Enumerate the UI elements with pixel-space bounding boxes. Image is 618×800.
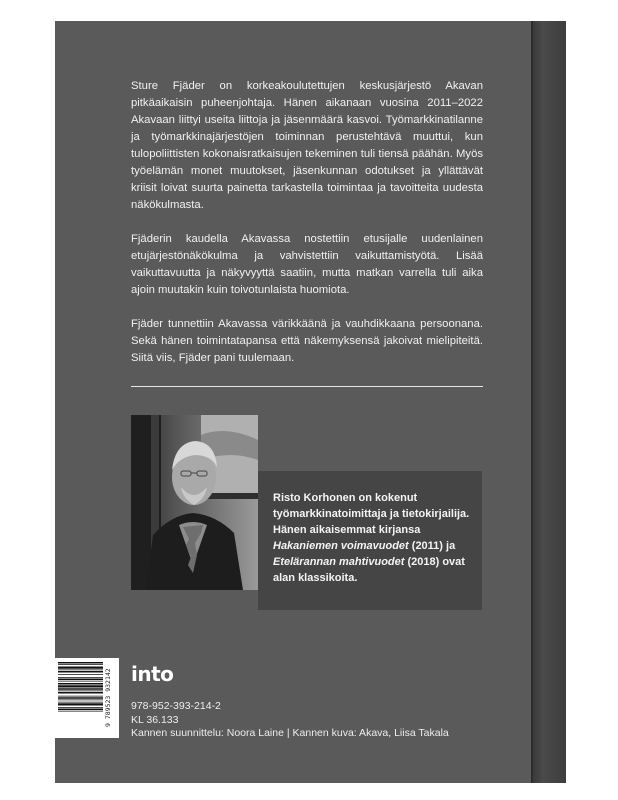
barcode-bar [58, 674, 103, 675]
barcode-bar [58, 683, 103, 685]
barcode-bar [58, 691, 103, 692]
barcode-bar [58, 702, 103, 703]
barcode-bar [58, 700, 103, 701]
author-book-title-1: Hakaniemen voimavuodet [273, 540, 409, 552]
publication-info [131, 700, 449, 741]
isbn-number: 978-952-393-214-2 [131, 700, 221, 712]
author-book-title-2: Etelärannan mahtivuodet [273, 556, 405, 568]
author-bio-text-2: (2011) ja [408, 540, 456, 552]
blurb-text [131, 78, 483, 384]
isbn-barcode [58, 661, 103, 735]
author-portrait-image [131, 415, 258, 590]
barcode-bar [58, 667, 103, 669]
author-bio-text-1: Risto Korhonen on kokenut työmarkkinatoimittaja ja tietokirjailija. Hänen aikaisemmat kirjansa [273, 492, 470, 536]
barcode-bar [58, 696, 103, 697]
barcode-bar [58, 679, 103, 681]
barcode-bar [58, 697, 103, 699]
barcode-bar [58, 670, 103, 671]
barcode-bar [58, 709, 103, 711]
blurb-paragraph-1: Sture Fjäder on korkeakoulutettujen keskusjärjestö Akavan pitkäaikaisin puheenjohtaja. Hänen aikanaan vuosina 2011–2022 Akavaan liittyi useita liittoja ja jäsenmäärä kasvoi. Työmarkkinatilanne ja työmarkkinajärjestöjen toiminnan perustehtävä muuttui, kun tulopoliittisten kokonaisratkaisujen tekeminen tuli tiensä päähän. Myös työelämän monet muutokset, jäsenkunnan odotukset ja yllättävät kriisit loivat suurta painetta tarkastella toimintaa ja tavoitteita uudesta näkökulmasta. [131, 80, 483, 211]
barcode-bar [58, 685, 103, 687]
barcode-bar [58, 707, 103, 708]
author-bio-text-3: (2018) ovat alan klassikoita. [273, 556, 465, 584]
barcode-bar [58, 688, 103, 690]
library-class: KL 36.133 [131, 713, 179, 726]
blurb-paragraph-2: Fjäderin kaudella Akavassa nostettiin etusijalle uudenlainen etujärjestönäkökulma ja vahvistettiin vaikuttamistyötä. Lisää vaikuttavuutta ja näkyvyyttä saatiin, mutta matkan varrella tuli aika ajoin muutakin kuin toivotunlaista huomiota. [131, 233, 483, 296]
barcode-bar [58, 711, 103, 712]
barcode-bar [58, 677, 103, 678]
cover-credits: Kannen suunnittelu: Noora Laine | Kannen kuva: Akava, Liisa Takala [131, 727, 449, 739]
barcode-bar [58, 703, 103, 705]
barcode-bar [58, 681, 103, 682]
barcode-digits: 9 789523 932142 [104, 668, 112, 728]
blurb-paragraph-3: Fjäder tunnettiin Akavassa värikkäänä ja vauhdikkaana persoonana. Sekä hänen toimintatapansa että näkemyksensä jakoivat mielipiteitä. Siitä viis, Fjäder pani tuulemaan. [131, 318, 483, 364]
barcode-bar [58, 671, 103, 673]
divider-line [131, 386, 483, 387]
publisher-logo: into [131, 662, 174, 686]
author-bio [273, 490, 473, 586]
author-photo [131, 415, 258, 590]
barcode-bar [58, 692, 103, 694]
barcode-bar [58, 664, 103, 665]
book-spine [533, 21, 566, 783]
barcode-bar [58, 662, 103, 664]
